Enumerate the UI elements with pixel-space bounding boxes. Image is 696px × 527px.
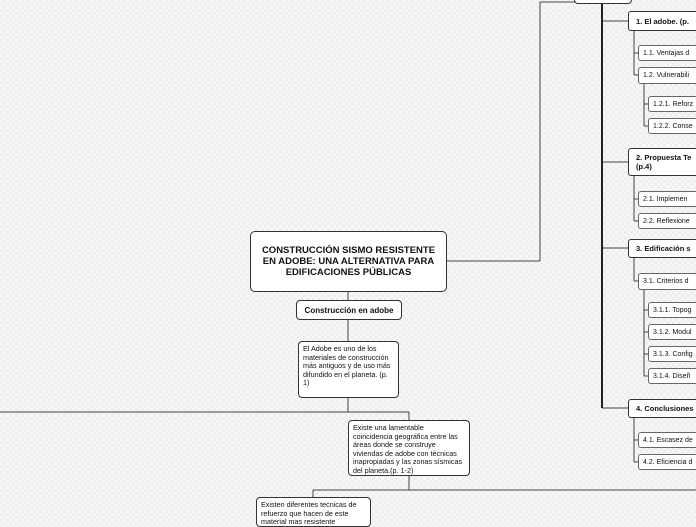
section-1-adobe[interactable] [628, 11, 696, 31]
note-adobe-intro[interactable] [298, 341, 399, 398]
item-4-1-label: 4.1. Escasez de [643, 436, 693, 444]
top-node-cut[interactable] [574, 0, 632, 4]
item-3-1[interactable] [638, 273, 696, 290]
item-1-2-2[interactable] [648, 118, 696, 134]
note-coincidence-text: Existe una lamentable coincidencia geográfica entre las áreas donde se construye viviendas de adobe con técnicas inapropiadas y las zonas sísmicas del planeta.(p. 1-2) [353, 423, 463, 475]
item-3-1-1[interactable] [648, 302, 696, 318]
section-2-propuesta[interactable] [628, 148, 696, 176]
section-1-label: 1. El adobe. (p. [636, 16, 689, 26]
item-1-1-label: 1.1. Ventajas d [643, 49, 690, 57]
section-2-label: 2. Propuesta Te [636, 153, 692, 162]
item-3-1-4-label: 3.1.4. Diseñ [653, 372, 691, 380]
item-2-1[interactable] [638, 191, 696, 207]
item-2-1-label: 2.1. Implemen [643, 195, 688, 203]
item-1-1[interactable] [638, 45, 696, 61]
item-4-1[interactable] [638, 432, 696, 448]
note-reinforcement[interactable] [256, 497, 371, 527]
item-2-2[interactable] [638, 213, 696, 229]
item-3-1-4[interactable] [648, 368, 696, 384]
root-topic[interactable] [250, 231, 447, 292]
section-4-conclusiones[interactable] [628, 399, 696, 418]
item-3-1-1-label: 3.1.1. Topog [653, 306, 692, 314]
item-1-2[interactable] [638, 67, 696, 84]
item-3-1-2-label: 3.1.2. Modul [653, 328, 692, 336]
note-adobe-intro-text: El Adobe es uno de los materiales de construcción más antiguos y de uso más difundido en el planeta. (p. 1) [303, 344, 391, 387]
note-coincidence[interactable] [348, 420, 470, 476]
section-3-label: 3. Edificación s [636, 244, 691, 253]
item-1-2-1-label: 1.2.1. Reforz [653, 100, 694, 108]
item-3-1-3-label: 3.1.3. Config [653, 350, 693, 358]
section-3-edificacion[interactable] [628, 239, 696, 258]
section-4-label: 4. Conclusiones [636, 404, 694, 413]
subtopic-construccion-adobe[interactable] [296, 300, 402, 320]
note-reinforcement-text: Existen diferentes tecnicas de refuerzo que hacen de este material mas resistente [261, 500, 357, 526]
root-title: CONSTRUCCIÓN SISMO RESISTENTE EN ADOBE: UNA ALTERNATIVA PARA EDIFICACIONES PÚBLICAS [261, 245, 436, 278]
item-1-2-label: 1.2. Vulnerabili [643, 72, 690, 79]
item-3-1-2[interactable] [648, 324, 696, 340]
subtopic-label: Construcción en adobe [304, 305, 394, 315]
item-2-2-label: 2.2. Reflexione [643, 217, 690, 225]
item-4-2-label: 4.2. Eficiencia d [643, 458, 693, 466]
section-2-label-page: (p.4) [636, 162, 652, 171]
item-4-2[interactable] [638, 454, 696, 470]
item-3-1-3[interactable] [648, 346, 696, 362]
item-3-1-label: 3.1. Criterios d [643, 278, 689, 285]
item-1-2-1[interactable] [648, 96, 696, 112]
item-1-2-2-label: 1.2.2. Conse [653, 122, 693, 130]
